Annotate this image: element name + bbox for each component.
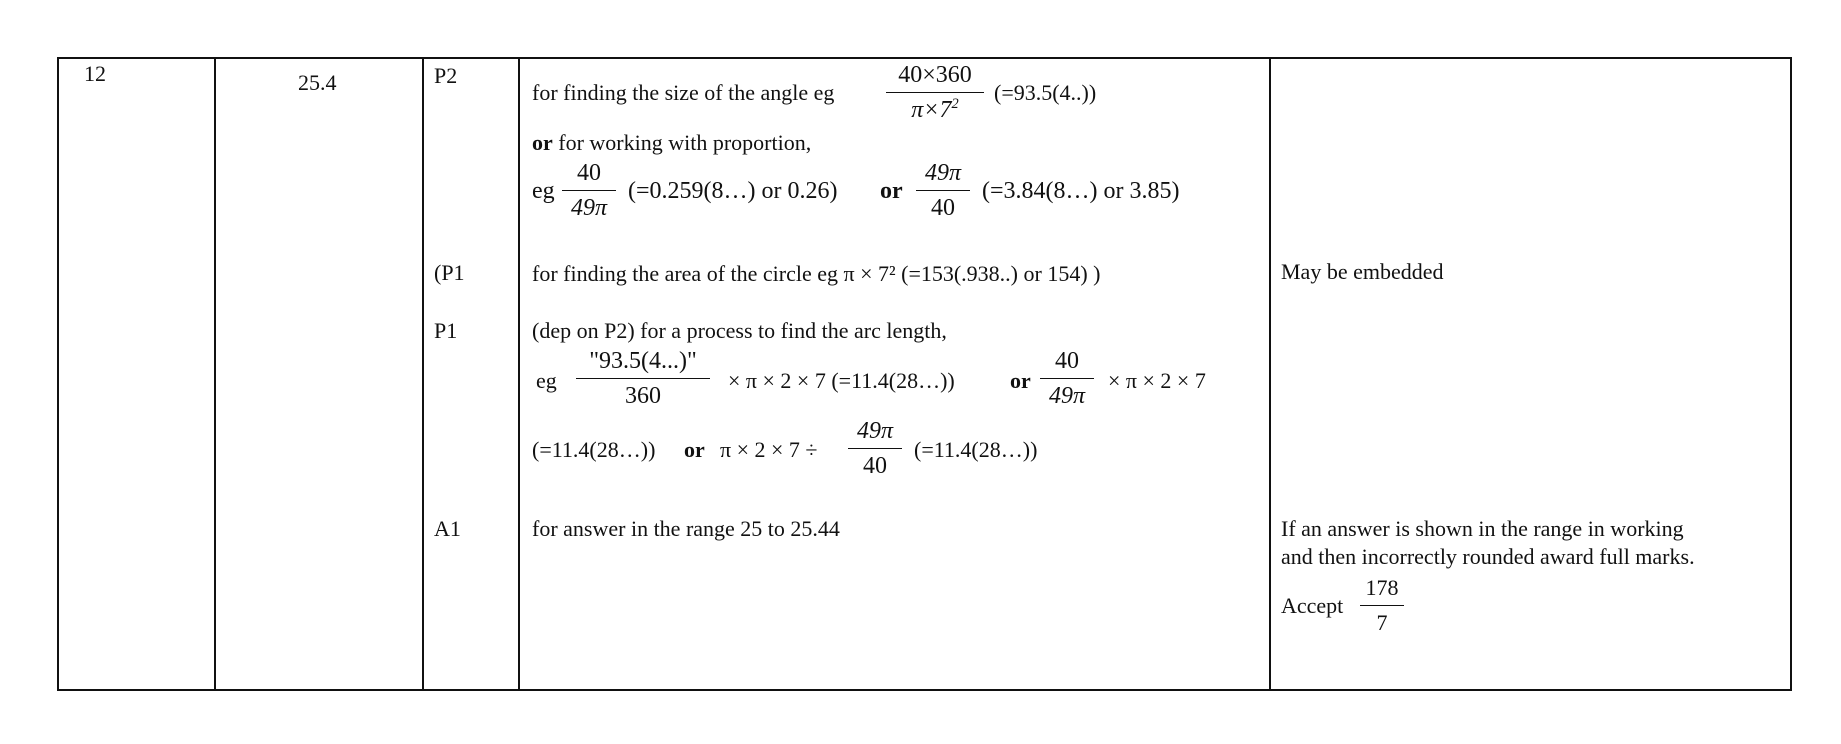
fraction-denominator: 49π	[1048, 383, 1086, 409]
table-left-border	[57, 57, 59, 691]
p2-line1-tail: (=93.5(4..))	[994, 80, 1097, 105]
fraction-numerator: 49π	[856, 418, 894, 444]
p1-area-text: for finding the area of the circle eg π × 7² (=153(.938..) or 154) )	[532, 261, 1101, 286]
mark-p1-arc: P1	[434, 318, 458, 343]
p2-line3-tail: (=3.84(8…) or 3.85)	[982, 178, 1180, 204]
a1-note-line1: If an answer is shown in the range in working	[1281, 516, 1684, 541]
a1-note-line2: and then incorrectly rounded award full marks.	[1281, 544, 1695, 569]
p2-line2-rest: for working with proportion,	[558, 130, 812, 155]
p1-arc-line3-mid: π × 2 × 7 ÷	[720, 437, 818, 462]
fraction-bar	[562, 190, 616, 191]
fraction-bar	[886, 92, 984, 93]
column-divider-2	[422, 57, 424, 691]
table-right-border	[1790, 57, 1792, 691]
column-divider-3	[518, 57, 520, 691]
p1-arc-mid1: × π × 2 × 7 (=11.4(28…))	[728, 368, 955, 393]
p1-arc-fraction-3	[848, 416, 902, 481]
column-divider-4	[1269, 57, 1271, 691]
fraction-denominator: 360	[625, 383, 661, 409]
p1-arc-line3-tail: (=11.4(28…))	[914, 437, 1038, 462]
p1-arc-tail1: × π × 2 × 7	[1108, 368, 1206, 393]
fraction-denominator: 40	[863, 453, 887, 479]
a1-accept-label: Accept	[1281, 593, 1344, 618]
a1-accept-fraction	[1360, 573, 1404, 638]
fraction-numerator: 40×360	[898, 62, 972, 88]
fraction-bar	[848, 448, 902, 449]
p1-arc-line1: (dep on P2) for a process to find the arc length,	[532, 318, 947, 343]
fraction-numerator: 49π	[924, 160, 962, 186]
fraction-numerator: "93.5(4...)"	[589, 348, 697, 374]
fraction-numerator: 178	[1365, 575, 1399, 600]
p1-arc-eg: eg	[536, 368, 557, 393]
p2-proportion-fraction-2	[916, 158, 970, 223]
fraction-bar	[576, 378, 710, 379]
table-top-border	[57, 57, 1792, 59]
p1-arc-fraction-1	[576, 346, 710, 411]
fraction-bar	[916, 190, 970, 191]
table-bottom-border	[57, 689, 1792, 691]
question-number: 12	[84, 61, 106, 86]
p2-line3-eg: eg	[532, 178, 555, 204]
fraction-denominator: 40	[931, 195, 955, 221]
p1-arc-line3-pre: (=11.4(28…))	[532, 437, 656, 462]
fraction-numerator: 40	[577, 160, 601, 186]
mark-p2: P2	[434, 63, 458, 88]
fraction-denominator: 49π	[570, 195, 608, 221]
mark-a1: A1	[434, 516, 461, 541]
p2-line3-mid: (=0.259(8…) or 0.26)	[628, 178, 838, 204]
mark-p1-area: (P1	[434, 260, 465, 285]
p1-arc-fraction-2	[1040, 346, 1094, 411]
or-keyword: or	[532, 130, 553, 155]
column-divider-1	[214, 57, 216, 691]
p2-line1-lead: for finding the size of the angle eg	[532, 80, 835, 105]
p2-angle-fraction	[886, 60, 984, 125]
fraction-denominator: 7	[1376, 610, 1388, 635]
fraction-bar	[1360, 605, 1404, 606]
answer-value: 25.4	[298, 70, 337, 95]
or-keyword: or	[1010, 368, 1031, 393]
or-keyword: or	[684, 437, 705, 462]
p2-proportion-fraction-1	[562, 158, 616, 223]
fraction-denominator: $\pi\times 7^2$	[911, 96, 959, 123]
or-keyword: or	[880, 178, 903, 204]
p1-area-note: May be embedded	[1281, 259, 1444, 284]
fraction-numerator: 40	[1055, 348, 1079, 374]
fraction-bar	[1040, 378, 1094, 379]
a1-text: for answer in the range 25 to 25.44	[532, 516, 840, 541]
p2-line2	[532, 130, 811, 156]
